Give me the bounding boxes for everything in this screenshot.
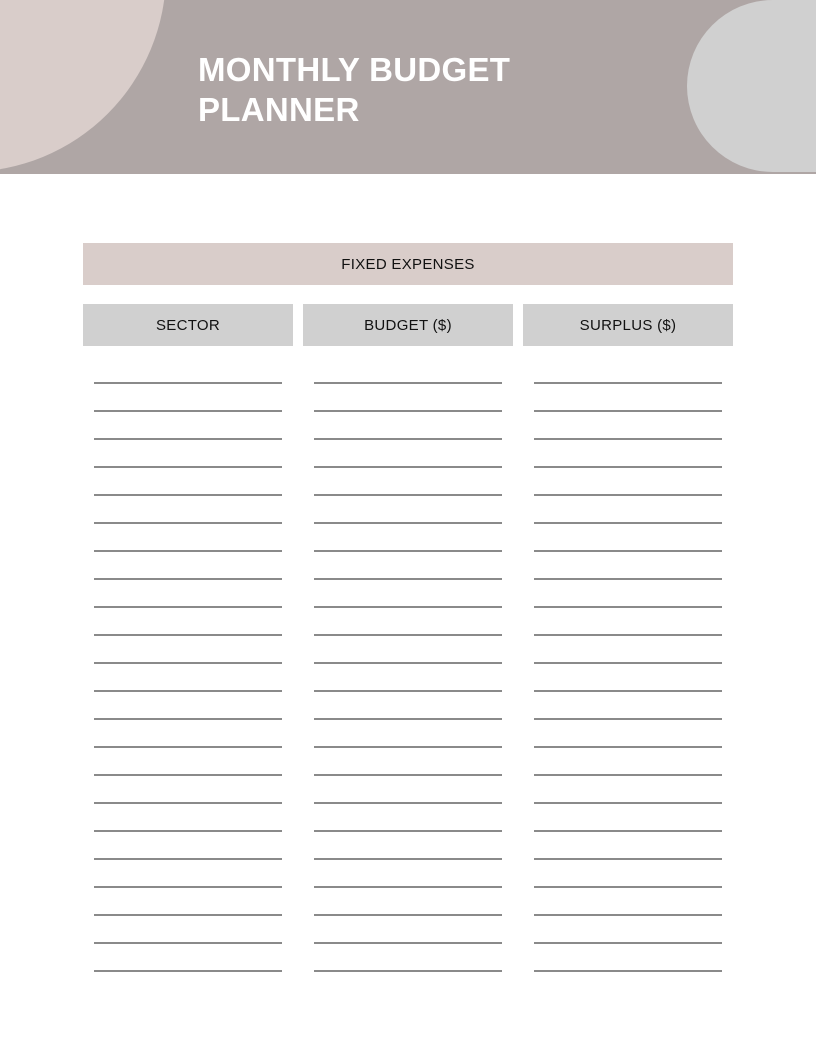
blank-entry-line bbox=[534, 550, 722, 552]
blank-entry-line bbox=[94, 494, 282, 496]
blank-entry-line bbox=[534, 382, 722, 384]
blank-entry-line bbox=[94, 606, 282, 608]
blank-entry-line bbox=[534, 438, 722, 440]
blank-entry-line bbox=[534, 942, 722, 944]
blank-entry-line bbox=[94, 858, 282, 860]
blank-entry-line bbox=[534, 914, 722, 916]
decorative-shape-right bbox=[687, 0, 816, 172]
blank-entry-line bbox=[534, 830, 722, 832]
blank-entry-line bbox=[94, 746, 282, 748]
column-header-surplus: SURPLUS ($) bbox=[523, 304, 733, 346]
blank-entry-line bbox=[94, 830, 282, 832]
blank-entry-line bbox=[94, 522, 282, 524]
blank-entry-line bbox=[314, 914, 502, 916]
blank-entry-line bbox=[314, 690, 502, 692]
blank-entry-line bbox=[314, 662, 502, 664]
blank-entry-line bbox=[534, 970, 722, 972]
blank-entry-line bbox=[314, 578, 502, 580]
sector-entry-lines bbox=[94, 382, 282, 998]
page-title-line-1: MONTHLY BUDGET bbox=[198, 51, 511, 88]
blank-entry-line bbox=[94, 438, 282, 440]
blank-entry-line bbox=[94, 690, 282, 692]
header-banner bbox=[0, 0, 816, 174]
blank-entry-line bbox=[94, 718, 282, 720]
blank-entry-line bbox=[94, 914, 282, 916]
blank-entry-line bbox=[534, 662, 722, 664]
blank-entry-line bbox=[534, 578, 722, 580]
blank-entry-line bbox=[94, 886, 282, 888]
blank-entry-line bbox=[94, 942, 282, 944]
column-header-budget: BUDGET ($) bbox=[303, 304, 513, 346]
blank-entry-line bbox=[314, 522, 502, 524]
blank-entry-line bbox=[314, 970, 502, 972]
blank-entry-line bbox=[314, 410, 502, 412]
page-title bbox=[198, 50, 598, 130]
blank-entry-line bbox=[314, 718, 502, 720]
blank-entry-line bbox=[94, 802, 282, 804]
blank-entry-line bbox=[94, 382, 282, 384]
blank-entry-line bbox=[94, 634, 282, 636]
blank-entry-line bbox=[314, 550, 502, 552]
blank-entry-line bbox=[534, 466, 722, 468]
blank-entry-line bbox=[314, 774, 502, 776]
blank-entry-line bbox=[534, 886, 722, 888]
blank-entry-line bbox=[94, 466, 282, 468]
blank-entry-line bbox=[314, 802, 502, 804]
blank-entry-line bbox=[94, 970, 282, 972]
blank-entry-line bbox=[314, 606, 502, 608]
blank-entry-line bbox=[534, 522, 722, 524]
budget-entry-lines bbox=[314, 382, 502, 998]
page-title-line-2: PLANNER bbox=[198, 91, 360, 128]
blank-entry-line bbox=[534, 690, 722, 692]
blank-entry-line bbox=[314, 886, 502, 888]
blank-entry-line bbox=[94, 662, 282, 664]
blank-entry-line bbox=[534, 774, 722, 776]
blank-entry-line bbox=[314, 494, 502, 496]
blank-entry-line bbox=[94, 774, 282, 776]
blank-entry-line bbox=[534, 746, 722, 748]
blank-entry-line bbox=[314, 830, 502, 832]
blank-entry-line bbox=[314, 382, 502, 384]
blank-entry-line bbox=[534, 494, 722, 496]
blank-entry-line bbox=[94, 550, 282, 552]
blank-entry-line bbox=[314, 746, 502, 748]
blank-entry-line bbox=[314, 942, 502, 944]
blank-entry-line bbox=[534, 718, 722, 720]
surplus-entry-lines bbox=[534, 382, 722, 998]
blank-entry-line bbox=[94, 578, 282, 580]
blank-entry-line bbox=[94, 410, 282, 412]
blank-entry-line bbox=[314, 634, 502, 636]
blank-entry-line bbox=[314, 438, 502, 440]
column-header-sector: SECTOR bbox=[83, 304, 293, 346]
blank-entry-line bbox=[534, 802, 722, 804]
blank-entry-line bbox=[534, 410, 722, 412]
section-header-fixed-expenses: FIXED EXPENSES bbox=[83, 243, 733, 285]
blank-entry-line bbox=[534, 858, 722, 860]
blank-entry-line bbox=[314, 858, 502, 860]
blank-entry-line bbox=[534, 606, 722, 608]
blank-entry-line bbox=[314, 466, 502, 468]
decorative-circle-left bbox=[0, 0, 166, 172]
blank-entry-line bbox=[534, 634, 722, 636]
